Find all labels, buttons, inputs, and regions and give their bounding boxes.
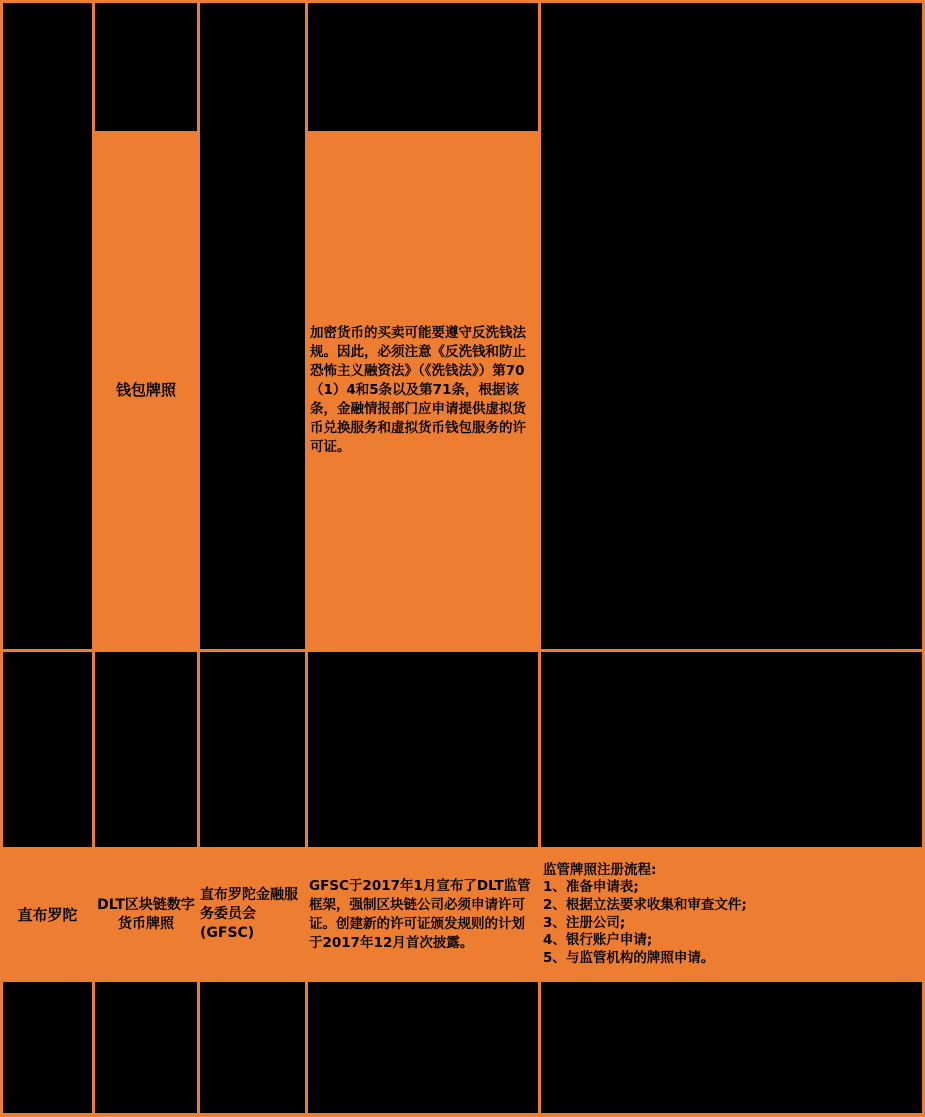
cell-aml-regulation [308,131,538,649]
cell-regulation-desc [308,847,538,982]
cell-wallet-license [95,131,197,649]
process-step: 1、准备申请表; [543,879,639,896]
cell-registration-process [541,847,922,982]
process-title: 监管牌照注册流程: [543,861,657,878]
row-divider [0,649,925,652]
table-border-top [0,0,925,3]
process-step: 3、注册公司; [543,914,626,931]
regulator-label: 直布罗陀金融服务委员会(GFSC) [200,887,298,941]
region-label: 直布罗陀 [17,906,78,924]
cell-regulator [200,847,305,982]
process-step: 4、银行账户申请; [543,932,653,949]
regulation-desc-text: GFSC于2017年1月宣布了DLT监管框架，强制区块链公司必须申请许可证。创建新的许可证颁发规则的计划于2017年12月首次披露。 [309,877,531,951]
process-step: 5、与监管机构的牌照申请。 [543,949,715,966]
table-border-bottom [0,1113,925,1117]
process-step: 2、根据立法要求收集和审查文件; [543,896,747,913]
aml-regulation-text: 加密货币的买卖可能要遵守反洗钱法规。因此，必须注意《反洗钱和防止恐怖主义融资法》（《洗钱法》）第70（1）4和5条以及第71条，根据该条，金融情报部门应申请提供虚拟货币兑换服务和虚拟货币钱包服务的许可证。 [310,324,526,455]
cell-license-type [95,847,197,982]
cell-region [3,847,92,982]
license-type-label: DLT区块链数字货币牌照 [97,896,195,932]
wallet-license-label: 钱包牌照 [115,381,176,399]
